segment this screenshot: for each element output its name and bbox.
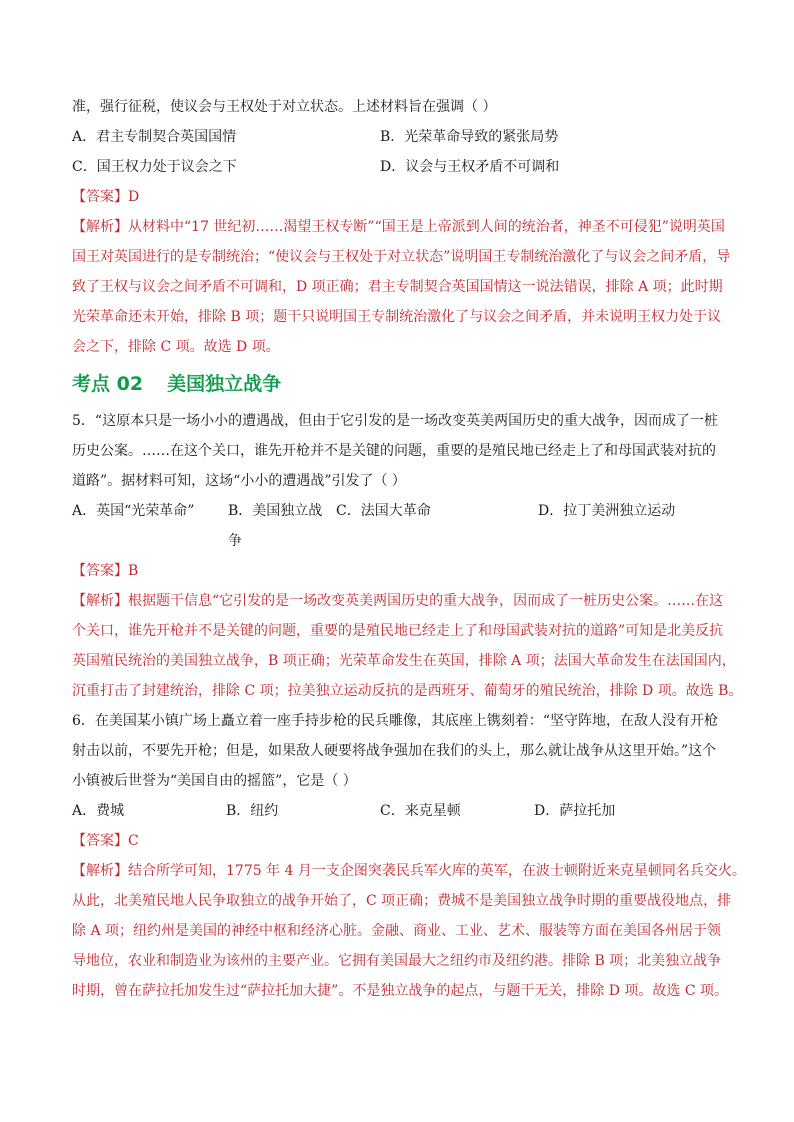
option-c: C．来克星顿 [380,803,461,819]
section-heading [72,364,722,404]
analysis-line: 致了王权与议会之间矛盾不可调和，D 项正确；君主专制契合英国国情这一说法错误，排除 A 项；此时期 [72,279,723,295]
analysis-line: 光荣革命还未开始，排除 B 项；题干只说明国王专制统治激化了与议会之间矛盾，并未说明王权力处于议 [72,309,722,325]
option-b: B．光荣革命导致的紧张局势 [380,129,559,145]
answer: 【答案】C [72,833,139,849]
analysis-line: 除 A 项；纽约州是美国的神经中枢和经济心脏。金融、商业、工业、艺术、服装等方面在美国各州居于领 [72,923,722,939]
analysis-line: 导地位，农业和制造业为该州的主要产业。它拥有美国最大之纽约市及纽约港。排除 B 项；北美独立战争 [72,953,722,969]
section-title: 美国独立战争 [167,373,282,395]
analysis-line: 国王对英国进行的是专制统治；“使议会与王权处于对立状态”说明国王专制统治激化了与议会之间矛盾，导 [72,249,731,265]
option-c: C．法国大革命 [336,503,431,519]
question-stem-line: 5．“这原本只是一场小小的遭遇战，但由于它引发的是一场改变英美两国历史的重大战争，因而成了一桩 [72,413,719,429]
analysis-line: 个关口，谁先开枪并不是关键的问题，重要的是殖民地已经走上了和母国武装对抗的道路”可知是北美反抗 [72,623,724,639]
analysis-line: 【解析】从材料中“17 世纪初……渴望王权专断”“国王是上帝派到人间的统治者，神圣不可侵犯”说明英国 [72,219,725,235]
question-stem-line: 小镇被后世誉为“美国自由的摇篮”，它是（ ） [72,773,357,789]
option-a: A．费城 [72,803,125,819]
analysis-line: 沉重打击了封建统治，排除 C 项；拉美独立运动反抗的是西班牙、葡萄牙的殖民统治，排除 D 项。故选 B。 [72,683,743,699]
options-row [72,496,722,556]
question-stem-line: 准，强行征税，使议会与王权处于对立状态。上述材料旨在强调（ ） [72,99,497,115]
option-b: B．纽约 [226,803,279,819]
option-c: C．国王权力处于议会之下 [72,159,237,175]
answer: 【答案】D [72,189,140,205]
option-b: B．美国独立战争 [228,503,323,549]
answer: 【答案】B [72,563,139,579]
section-label: 考点 02 [72,373,144,395]
analysis-line: 【解析】结合所学可知，1775 年 4 月一支企图突袭民兵军火库的英军，在波士顿附近来克星顿同名兵交火。 [72,863,746,879]
question-5 [72,406,743,706]
option-a: A．英国“光荣革命” [72,503,195,519]
question-4 [72,92,731,362]
question-stem-line: 6．在美国某小镇广场上矗立着一座手持步枪的民兵雕像，其底座上镌刻着：“坚守阵地，在敌人没有开枪 [72,713,719,729]
question-stem-line: 道路”。据材料可知，这场“小小的遭遇战”引发了（ ） [72,473,406,489]
analysis-line: 会之下，排除 C 项。故选 D 项。 [72,339,280,355]
option-d: D．拉丁美洲独立运动 [538,503,676,519]
options-row [72,122,722,152]
question-6 [72,706,746,1006]
question-stem-line: 射击以前，不要先开枪；但是，如果敌人硬要将战争强加在我们的头上，那么就让战争从这里开始。”这个 [72,743,717,759]
analysis-line: 从此，北美殖民地人民争取独立的战争开始了，C 项正确；费城不是美国独立战争时期的重要战役地点，排 [72,893,732,909]
analysis-line: 时期，曾在萨拉托加发生过“萨拉托加大捷”。不是独立战争的起点，与题干无关，排除 D 项。故选 C 项。 [72,983,729,999]
option-d: D．议会与王权矛盾不可调和 [380,159,560,175]
options-row [72,152,722,182]
question-stem-line: 历史公案。……在这个关口，谁先开枪并不是关键的问题，重要的是殖民地已经走上了和母国武装对抗的 [72,443,716,459]
analysis-line: 【解析】根据题干信息“它引发的是一场改变英美两国历史的重大战争，因而成了一桩历史公案。……在这 [72,593,724,609]
options-row [72,796,722,826]
option-a: A．君主专制契合英国国情 [72,129,237,145]
analysis-line: 英国殖民统治的美国独立战争，B 项正确；光荣革命发生在英国，排除 A 项；法国大革命发生在法国国内， [72,653,736,669]
document-page [72,92,746,1006]
option-d: D．萨拉托加 [534,803,616,819]
